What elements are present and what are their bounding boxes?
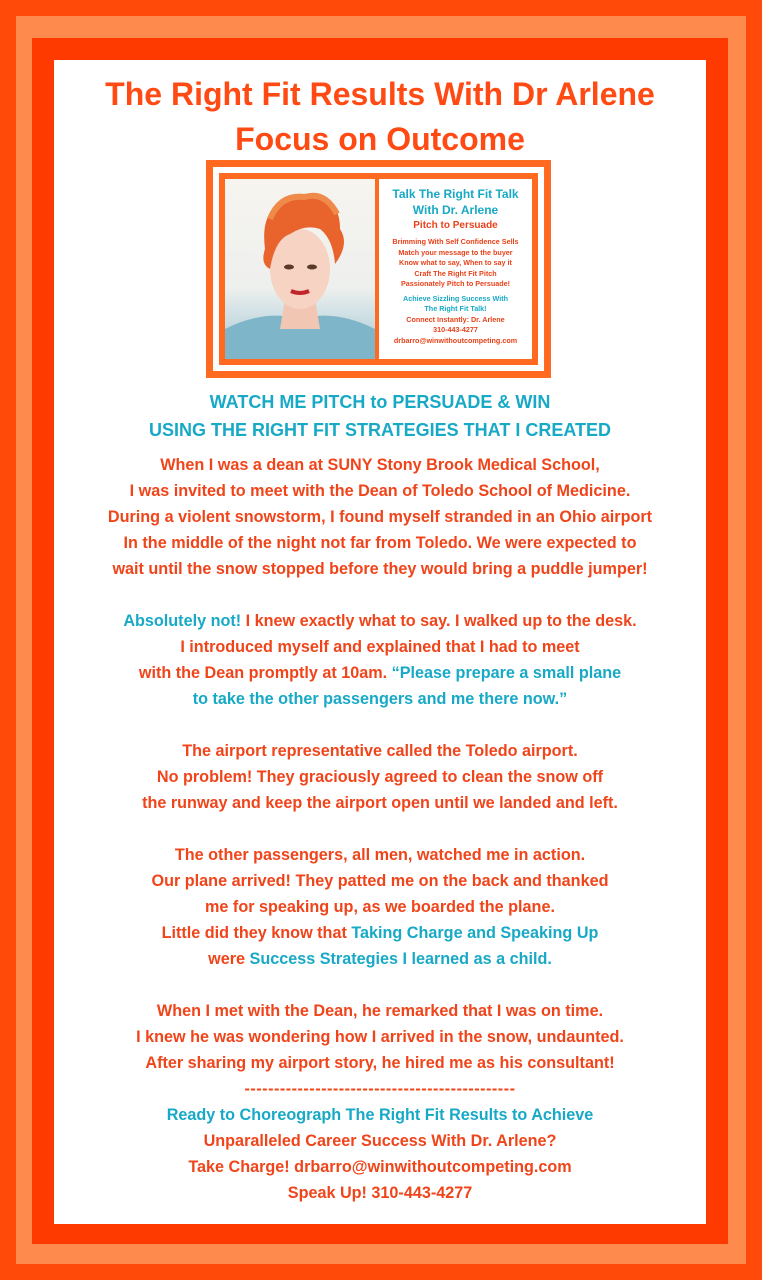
story-line: The airport representative called the Toledo airport. bbox=[182, 742, 578, 760]
portrait-photo bbox=[225, 179, 375, 359]
story-highlight: Taking Charge and Speaking Up bbox=[351, 924, 599, 942]
title-line-2: Focus on Outcome bbox=[235, 121, 525, 157]
cta-phone: Speak Up! 310-443-4277 bbox=[287, 1184, 473, 1202]
promo-phone: 310-443-4277 bbox=[433, 325, 478, 334]
story-line: me for speaking up, as we boarded the plane. bbox=[205, 898, 555, 916]
story-quote: “Please prepare a small plane bbox=[391, 664, 622, 682]
story-line: No problem! They graciously agreed to clean the snow off bbox=[156, 768, 604, 786]
cta-email: Take Charge! drbarro@winwithoutcompeting.com bbox=[188, 1158, 572, 1176]
page-title bbox=[54, 60, 706, 162]
promo-email: drbarro@winwithoutcompeting.com bbox=[393, 335, 518, 345]
story-line: I introduced myself and explained that I had to meet bbox=[180, 638, 580, 656]
cta-line-1: Ready to Choreograph The Right Fit Results to Achieve bbox=[166, 1106, 594, 1124]
story-quote: to take the other passengers and me there now.” bbox=[192, 690, 568, 708]
story-line: When I was a dean at SUNY Stony Brook Medical School, bbox=[160, 456, 600, 474]
story-line: . bbox=[547, 950, 552, 968]
headline-line-1: WATCH ME PITCH to PERSUADE & WIN bbox=[209, 392, 551, 412]
story-line: I knew he was wondering how I arrived in the snow, undaunted. bbox=[136, 1028, 624, 1046]
story-line: the runway and keep the airport open until we landed and left. bbox=[142, 794, 618, 812]
promo-subheading: Pitch to Persuade bbox=[413, 220, 498, 231]
story-highlight: Success Strategies I learned as a child bbox=[249, 950, 548, 968]
story-paragraph-2 bbox=[54, 608, 706, 712]
divider-dashes: ---------------------------------------------- bbox=[244, 1080, 516, 1098]
story-line: In the middle of the night not far from Toledo. We were expected to bbox=[123, 534, 637, 552]
promo-heading-2: With Dr. Arlene bbox=[412, 203, 499, 217]
promo-success-2: The Right Fit Talk! bbox=[424, 304, 487, 313]
promo-bullet: Brimming With Self Confidence Sells bbox=[392, 237, 519, 246]
story-paragraph-4 bbox=[54, 842, 706, 972]
story-line: wait until the snow stopped before they would bring a puddle jumper! bbox=[112, 560, 648, 578]
story-line: with the Dean promptly at 10am. bbox=[138, 664, 392, 682]
promo-success-1: Achieve Sizzling Success With bbox=[403, 293, 508, 303]
promo-bullet: Passionately Pitch to Persuade! bbox=[400, 279, 511, 288]
promo-text bbox=[379, 179, 532, 359]
story-line: Little did they know that bbox=[161, 924, 352, 942]
cta-line-2: Unparalleled Career Success With Dr. Arlene? bbox=[203, 1132, 557, 1150]
promo-bullet: Craft The Right Fit Pitch bbox=[414, 268, 497, 278]
story-line: I knew exactly what to say. I walked up to the desk. bbox=[241, 612, 637, 630]
promo-heading-1: Talk The Right Fit Talk bbox=[392, 187, 519, 201]
story-body bbox=[54, 452, 706, 1206]
story-paragraph-3 bbox=[54, 738, 706, 816]
headline bbox=[54, 388, 706, 444]
headline-line-2: USING THE RIGHT FIT STRATEGIES THAT I CREATED bbox=[149, 420, 611, 440]
portrait-illustration bbox=[225, 179, 375, 359]
story-paragraph-1 bbox=[54, 452, 706, 582]
promo-connect: Connect Instantly: Dr. Arlene bbox=[406, 314, 505, 324]
title-line-1: The Right Fit Results With Dr Arlene bbox=[105, 76, 655, 112]
story-line: When I met with the Dean, he remarked that I was on time. bbox=[156, 1002, 604, 1020]
content-panel bbox=[54, 60, 706, 1224]
story-line: During a violent snowstorm, I found myself stranded in an Ohio airport bbox=[107, 508, 653, 526]
promo-bullet: Know what to say, When to say it bbox=[399, 258, 512, 267]
story-paragraph-5 bbox=[54, 998, 706, 1076]
promo-card bbox=[206, 160, 551, 378]
story-line: After sharing my airport story, he hired me as his consultant! bbox=[145, 1054, 615, 1072]
promo-bullet: Match your message to the buyer bbox=[398, 247, 513, 257]
story-line: I was invited to meet with the Dean of Toledo School of Medicine. bbox=[129, 482, 631, 500]
story-line: The other passengers, all men, watched me in action. bbox=[174, 846, 586, 864]
story-line: Our plane arrived! They patted me on the back and thanked bbox=[151, 872, 609, 890]
story-highlight: Absolutely not! bbox=[123, 612, 242, 630]
story-line: were bbox=[208, 950, 250, 968]
